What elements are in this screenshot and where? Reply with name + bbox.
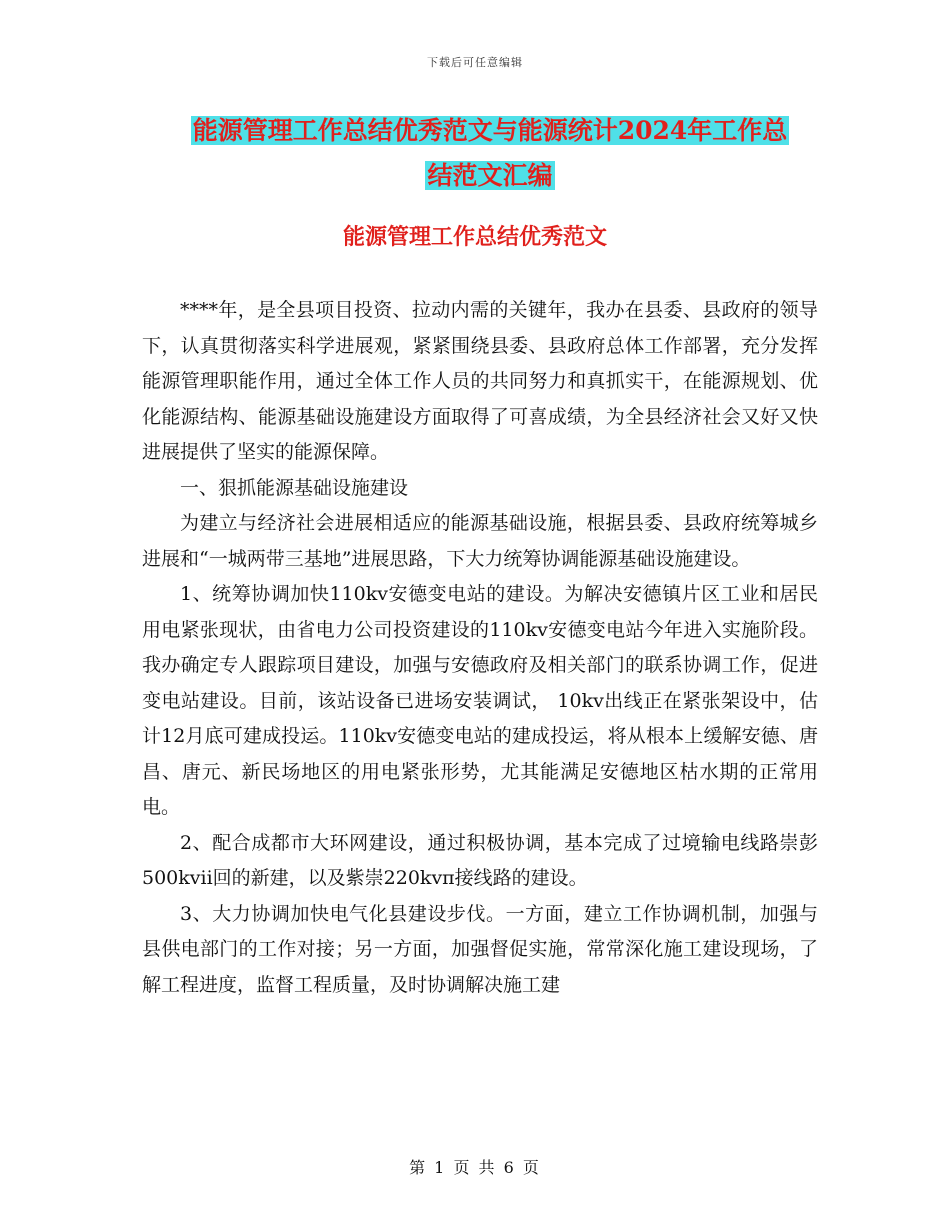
document-title-line-1: 能源管理工作总结优秀范文与能源统计2024年工作总 [192,116,788,145]
paragraph-2: 为建立与经济社会进展相适应的能源基础设施，根据县委、县政府统筹城乡进展和“一城两带三基地”进展思路，下大力统筹协调能源基础设施建设。 [142,512,818,570]
paragraph-item-2: 2、配合成都市大环网建设，通过积极协调，基本完成了过境输电线路崇彭500kvii回的新建，以及紫崇220kvπ接线路的建设。 [142,831,818,889]
paragraph-item-1: 1、统筹协调加快110kv安德变电站的建设。为解决安德镇片区工业和居民用电紧张现状，由省电力公司投资建设的110kv安德变电站今年进入实施阶段。我办确定专人跟踪项目建设，加强与安德政府及相关部门的联系协调工作，促进变电站建设。目前，该站设备已进场安装调试， 10kv出线正在紧张架设中，估计12月底可建成投运。110kv安德变电站的建成投运，将从根本上缓解安德、唐昌、唐元、新民场地区的用电紧张形势，尤其能满足安德地区枯水期的正常用电。 [142,583,818,818]
document-title-line-2: 结范文汇编 [427,161,553,190]
header-note: 下载后可任意编辑 [427,56,523,69]
paragraph-item-3: 3、大力协调加快电气化县建设步伐。一方面，建立工作协调机制，加强与县供电部门的工作对接；另一方面，加强督促实施，常常深化施工建设现场，了解工程进度，监督工程质量，及时协调解决施工建 [142,902,818,996]
page-footer: 第 1 页 共 6 页 [409,1158,541,1177]
document-body [142,293,818,1003]
section-title: 能源管理工作总结优秀范文 [342,224,607,250]
paragraph-heading-1: 一、狠抓能源基础设施建设 [180,476,409,499]
document-title [140,108,840,198]
paragraph-intro: ****年，是全县项目投资、拉动内需的关键年，我办在县委、县政府的领导下，认真贯彻落实科学进展观，紧紧围绕县委、县政府总体工作部署，充分发挥能源管理职能作用，通过全体工作人员的共同努力和真抓实干，在能源规划、优化能源结构、能源基础设施建设方面取得了可喜成绩，为全县经济社会又好又快进展提供了坚实的能源保障。 [142,299,818,463]
